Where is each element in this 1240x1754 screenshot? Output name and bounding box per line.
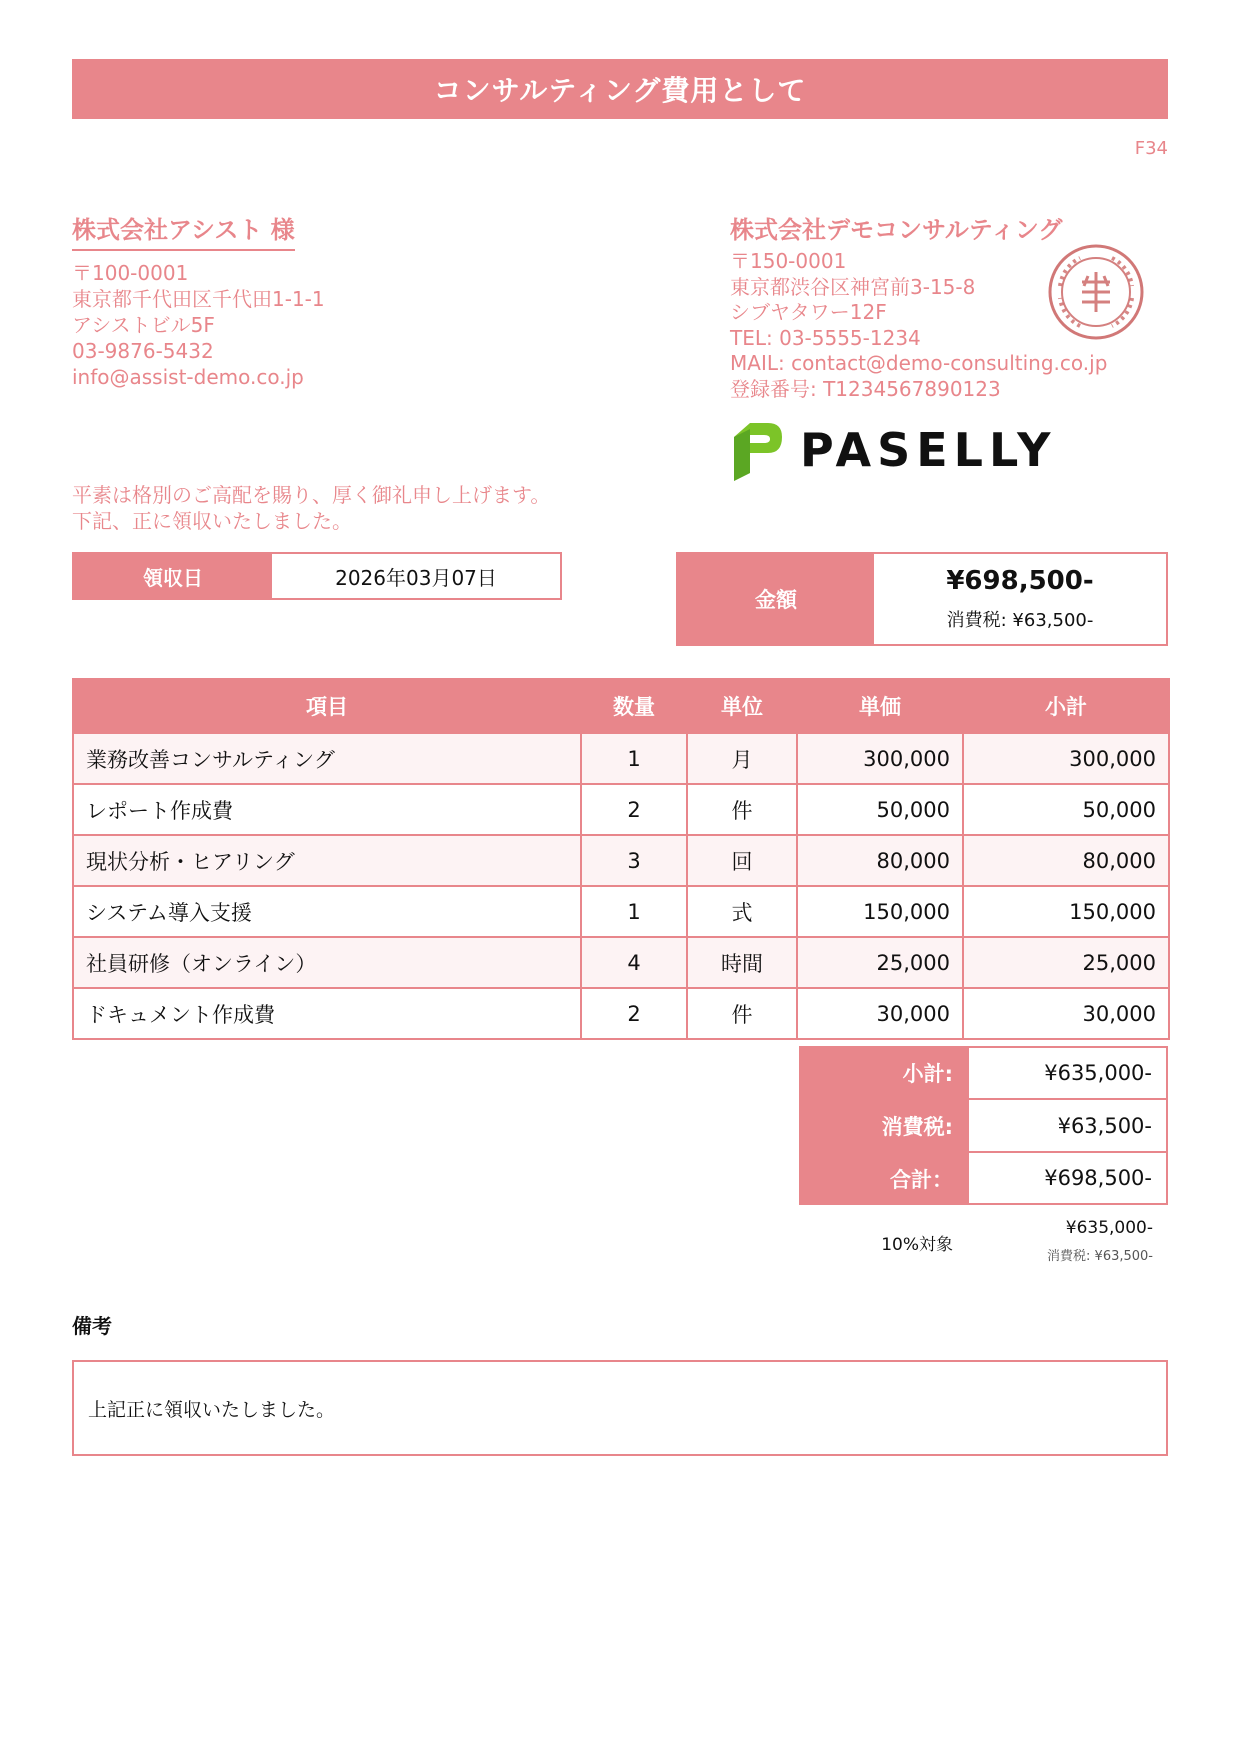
table-row xyxy=(73,937,1169,988)
receipt-date-box xyxy=(72,552,562,600)
client-address-line1: 東京都千代田区千代田1-1-1 xyxy=(72,287,325,311)
issuer-address-line2: シブヤタワー12F xyxy=(730,300,887,324)
cell-item: 業務改善コンサルティング xyxy=(73,733,581,784)
cell-quantity: 4 xyxy=(581,937,687,988)
cell-subtotal: 25,000 xyxy=(963,937,1169,988)
cell-quantity: 2 xyxy=(581,988,687,1039)
client-address-line2: アシストビル5F xyxy=(72,313,215,337)
issuer-postal: 〒150-0001 xyxy=(730,249,847,273)
receipt-date-value: 2026年03月07日 xyxy=(335,565,497,590)
document-number: F34 xyxy=(1134,138,1168,159)
amount-tax: 消費税: ¥63,500- xyxy=(946,610,1094,631)
tax-rate-label: 10%対象 xyxy=(881,1235,953,1255)
cell-item: システム導入支援 xyxy=(73,886,581,937)
receipt-amount-box xyxy=(676,552,1168,646)
greeting-line1: 平素は格別のご高配を賜り、厚く御礼申し上げます。 xyxy=(72,483,551,507)
total-value: ¥698,500- xyxy=(967,1152,1168,1205)
client-phone: 03-9876-5432 xyxy=(72,339,214,363)
document-title: コンサルティング費用として xyxy=(72,59,1168,119)
remarks-text: 上記正に領収いたしました。 xyxy=(88,1398,336,1421)
greeting-line2: 下記、正に領収いたしました。 xyxy=(72,509,352,533)
table-row xyxy=(73,886,1169,937)
subtotal-value: ¥635,000- xyxy=(967,1046,1168,1099)
cell-subtotal: 30,000 xyxy=(963,988,1169,1039)
cell-unit-price: 150,000 xyxy=(797,886,963,937)
cell-unit: 件 xyxy=(687,784,797,835)
cell-item: ドキュメント作成費 xyxy=(73,988,581,1039)
cell-quantity: 1 xyxy=(581,733,687,784)
total-label: 合計： xyxy=(799,1152,967,1205)
cell-quantity: 3 xyxy=(581,835,687,886)
total-row xyxy=(799,1152,1168,1205)
cell-subtotal: 80,000 xyxy=(963,835,1169,886)
cell-subtotal: 150,000 xyxy=(963,886,1169,937)
logo-wordmark: PASELLY xyxy=(800,423,1057,477)
receipt-date-label: 領収日 xyxy=(74,554,272,598)
logo-mark-icon xyxy=(728,419,786,481)
cell-item: 社員研修（オンライン） xyxy=(73,937,581,988)
greeting xyxy=(72,482,550,534)
header-unit-price: 単価 xyxy=(797,679,963,733)
cell-item: レポート作成費 xyxy=(73,784,581,835)
cell-unit-price: 80,000 xyxy=(797,835,963,886)
cell-unit: 件 xyxy=(687,988,797,1039)
subtotal-row xyxy=(799,1046,1168,1099)
issuer-address-line1: 東京都渋谷区神宮前3-15-8 xyxy=(730,274,976,299)
issuer-email: MAIL: contact@demo-consulting.co.jp xyxy=(730,351,1108,375)
table-row xyxy=(73,988,1169,1039)
cell-unit-price: 300,000 xyxy=(797,733,963,784)
tax-rate-amount: ¥635,000- xyxy=(1065,1218,1153,1238)
header-subtotal: 小計 xyxy=(963,679,1169,733)
company-seal-icon xyxy=(1046,242,1146,342)
cell-quantity: 1 xyxy=(581,886,687,937)
client-email: info@assist-demo.co.jp xyxy=(72,365,304,389)
amount-values xyxy=(874,554,1166,644)
remarks-box xyxy=(72,1360,1168,1456)
cell-item: 現状分析・ヒアリング xyxy=(73,835,581,886)
cell-unit-price: 25,000 xyxy=(797,937,963,988)
client-name: 株式会社アシスト 様 xyxy=(72,210,295,251)
tax-value: ¥63,500- xyxy=(967,1099,1168,1152)
company-logo xyxy=(728,418,1058,482)
header-item: 項目 xyxy=(73,679,581,733)
table-header-row xyxy=(73,679,1169,733)
cell-unit: 月 xyxy=(687,733,797,784)
issuer-phone: TEL: 03-5555-1234 xyxy=(730,325,921,350)
header-unit: 単位 xyxy=(687,679,797,733)
cell-subtotal: 300,000 xyxy=(963,733,1169,784)
cell-unit: 式 xyxy=(687,886,797,937)
table-row xyxy=(73,733,1169,784)
cell-unit: 時間 xyxy=(687,937,797,988)
tax-row xyxy=(799,1099,1168,1152)
issuer-registration: 登録番号: T1234567890123 xyxy=(730,376,1001,401)
tax-rate-tax: 消費税: ¥63,500- xyxy=(1047,1249,1153,1264)
cell-unit-price: 50,000 xyxy=(797,784,963,835)
client-postal: 〒100-0001 xyxy=(72,261,189,285)
tax-label: 消費税: xyxy=(799,1099,967,1152)
subtotal-label: 小計: xyxy=(799,1046,967,1099)
cell-quantity: 2 xyxy=(581,784,687,835)
cell-subtotal: 50,000 xyxy=(963,784,1169,835)
header-quantity: 数量 xyxy=(581,679,687,733)
cell-unit-price: 30,000 xyxy=(797,988,963,1039)
remarks-title: 備考 xyxy=(72,1314,112,1338)
client-address-block xyxy=(72,260,325,390)
items-table xyxy=(72,678,1170,1040)
table-row xyxy=(73,835,1169,886)
cell-unit: 回 xyxy=(687,835,797,886)
amount-value: ¥698,500- xyxy=(946,566,1094,596)
issuer-name: 株式会社デモコンサルティング xyxy=(730,216,1063,244)
table-row xyxy=(73,784,1169,835)
amount-label: 金額 xyxy=(678,554,874,644)
totals-block xyxy=(799,1046,1168,1205)
